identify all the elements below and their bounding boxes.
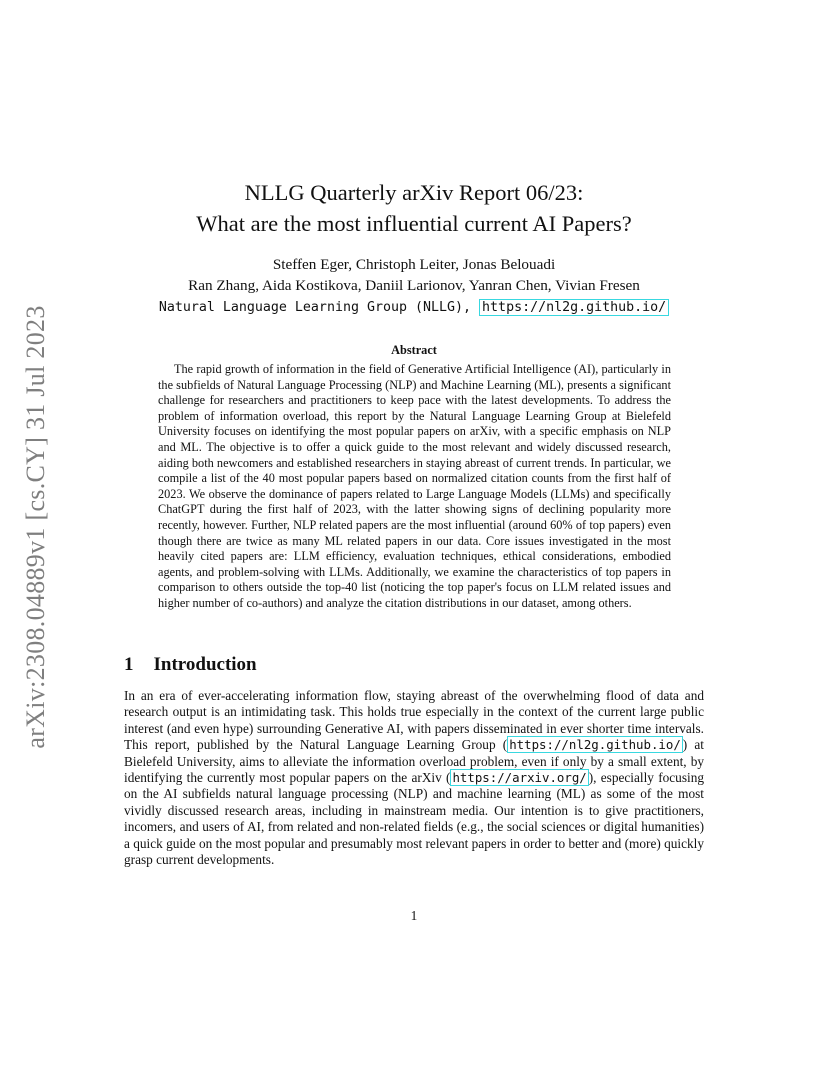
author-line-1: Steffen Eger, Christoph Leiter, Jonas Belouadi [272, 256, 556, 273]
author-line-2: Ran Zhang, Aida Kostikova, Daniil Larionov, Yanran Chen, Vivian Fresen [188, 277, 640, 294]
paper-title [0, 177, 828, 239]
intro-text-part-1: In an era of ever-accelerating information flow, staying abreast of the overwhelming flood of data and research output is an intimidating task. This holds true especially in the context of the current large public interest (and even hype) surrounding Generative AI, with papers disseminated in ever shorter time intervals. This report, published by the Natural Language Learning Group ( [124, 688, 704, 753]
page-number: 1 [410, 908, 418, 923]
paper-title-line-1: NLLG Quarterly arXiv Report 06/23: [244, 180, 584, 205]
affiliation-line [0, 296, 828, 318]
nllg-website-link[interactable]: https://nl2g.github.io/ [509, 737, 681, 753]
arxiv-website-link[interactable]: https://arxiv.org/ [452, 770, 587, 786]
section-number: 1 [124, 654, 134, 675]
section-title: Introduction [153, 654, 257, 675]
intro-text-part-3: ), especially focusing on the AI subfields natural language processing (NLP) and machine learning (ML) as some of the most vividly discussed research areas, including in mainstream media. Our intention is to give practitioners, incomers, and users of AI, from related and non-related fields (e.g., the social sciences or digital humanities) a quick guide on the most popular and presumably most relevant papers in order to better and (more) quickly grasp current developments. [124, 770, 704, 868]
arxiv-identifier-text: arXiv:2308.04889v1 [cs.CY] 31 Jul 2023 [21, 305, 50, 749]
affiliation-text: Natural Language Learning Group (NLLG), [158, 300, 480, 315]
group-website-link[interactable]: https://nl2g.github.io/ [479, 299, 669, 316]
abstract-text: The rapid growth of information in the field of Generative Artificial Intelligence (AI), particularly in the subfields of Natural Language Processing (NLP) and Machine Learning (ML), presents a significant challenge for researchers and practitioners to keep pace with the latest developments. To address the problem of information overload, this report by the Natural Language Learning Group at Bielefeld University focuses on identifying the most popular papers on arXiv, with a specific emphasis on NLP and ML. The objective is to offer a quick guide to the most relevant and widely discussed research, aiding both newcomers and established researchers in staying abreast of current trends. In particular, we compile a list of the 40 most popular papers based on normalized citation counts from the first half of 2023. We observe the dominance of papers related to Large Language Models (LLMs) and specifically ChatGPT during the first half of 2023, with the latter showing signs of declining popularity more recently, however. Further, NLP related papers are the most influential (around 60% of top papers) even though there are twice as many ML related papers in our data. Core issues investigated in the most heavily cited papers are: LLM efficiency, evaluation techniques, ethical considerations, embodied agents, and problem-solving with LLMs. Additionally, we examine the characteristics of top papers in comparison to others outside the top-40 list (noticing the top paper's focus on LLM related issues and higher number of co-authors) and analyze the citation distributions in our dataset, among others. [158, 362, 671, 610]
author-block [0, 254, 828, 318]
abstract-heading: Abstract [391, 343, 437, 357]
introduction-paragraph [124, 688, 704, 868]
section-heading-introduction [124, 654, 257, 676]
paper-title-line-2: What are the most influential current AI Papers? [196, 211, 632, 236]
intro-text-part-2: ) at Bielefeld University, aims to alleviate the information overload problem, even if only by a small extent, by identifying the currently most popular papers on the arXiv ( [124, 737, 704, 786]
